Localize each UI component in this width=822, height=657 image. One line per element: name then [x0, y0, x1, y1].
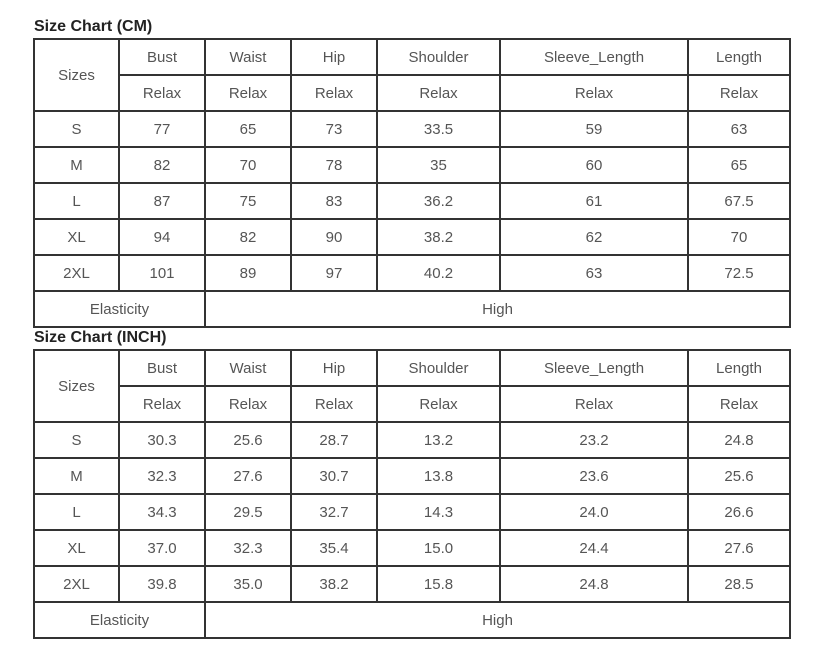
- value-cell: 24.4: [500, 530, 688, 566]
- value-cell: 27.6: [688, 530, 790, 566]
- fit-cell: Relax: [688, 386, 790, 422]
- size-cell: S: [34, 111, 119, 147]
- size-chart-inch-table: [33, 349, 791, 639]
- value-cell: 70: [688, 219, 790, 255]
- header-row: [34, 39, 790, 75]
- value-cell: 15.0: [377, 530, 500, 566]
- table-row: [34, 147, 790, 183]
- header-row: [34, 350, 790, 386]
- fit-cell: Relax: [119, 75, 205, 111]
- value-cell: 72.5: [688, 255, 790, 291]
- size-chart-cm-table: [33, 38, 791, 328]
- value-cell: 78: [291, 147, 377, 183]
- value-cell: 38.2: [377, 219, 500, 255]
- value-cell: 30.7: [291, 458, 377, 494]
- value-cell: 13.2: [377, 422, 500, 458]
- value-cell: 13.8: [377, 458, 500, 494]
- value-cell: 65: [205, 111, 291, 147]
- value-cell: 63: [500, 255, 688, 291]
- elasticity-value: High: [205, 602, 790, 638]
- fit-cell: Relax: [377, 386, 500, 422]
- table-row: [34, 255, 790, 291]
- value-cell: 24.0: [500, 494, 688, 530]
- elasticity-label: Elasticity: [34, 602, 205, 638]
- column-header: Waist: [205, 350, 291, 386]
- value-cell: 28.5: [688, 566, 790, 602]
- value-cell: 101: [119, 255, 205, 291]
- value-cell: 87: [119, 183, 205, 219]
- value-cell: 29.5: [205, 494, 291, 530]
- table-row: [34, 530, 790, 566]
- column-header: Bust: [119, 39, 205, 75]
- table-row: [34, 458, 790, 494]
- size-cell: XL: [34, 530, 119, 566]
- column-header: Length: [688, 39, 790, 75]
- value-cell: 83: [291, 183, 377, 219]
- column-header: Hip: [291, 350, 377, 386]
- fit-cell: Relax: [500, 75, 688, 111]
- value-cell: 32.7: [291, 494, 377, 530]
- table-row: [34, 183, 790, 219]
- value-cell: 82: [119, 147, 205, 183]
- value-cell: 25.6: [205, 422, 291, 458]
- table-row: [34, 111, 790, 147]
- value-cell: 61: [500, 183, 688, 219]
- size-cell: M: [34, 147, 119, 183]
- value-cell: 32.3: [119, 458, 205, 494]
- value-cell: 59: [500, 111, 688, 147]
- value-cell: 62: [500, 219, 688, 255]
- value-cell: 30.3: [119, 422, 205, 458]
- fit-cell: Relax: [119, 386, 205, 422]
- value-cell: 97: [291, 255, 377, 291]
- value-cell: 36.2: [377, 183, 500, 219]
- column-header: Shoulder: [377, 39, 500, 75]
- column-header: Sleeve_Length: [500, 350, 688, 386]
- table-row: [34, 219, 790, 255]
- size-chart-inch-title: Size Chart (INCH): [34, 329, 167, 346]
- value-cell: 28.7: [291, 422, 377, 458]
- fit-cell: Relax: [688, 75, 790, 111]
- value-cell: 89: [205, 255, 291, 291]
- size-cell: 2XL: [34, 566, 119, 602]
- value-cell: 23.6: [500, 458, 688, 494]
- fit-cell: Relax: [205, 75, 291, 111]
- column-header: Bust: [119, 350, 205, 386]
- size-cell: 2XL: [34, 255, 119, 291]
- fit-cell: Relax: [377, 75, 500, 111]
- table-row: [34, 494, 790, 530]
- table-row: [34, 566, 790, 602]
- value-cell: 75: [205, 183, 291, 219]
- column-header: Hip: [291, 39, 377, 75]
- size-cell: L: [34, 494, 119, 530]
- value-cell: 63: [688, 111, 790, 147]
- column-header: Sleeve_Length: [500, 39, 688, 75]
- value-cell: 90: [291, 219, 377, 255]
- value-cell: 24.8: [500, 566, 688, 602]
- value-cell: 77: [119, 111, 205, 147]
- value-cell: 23.2: [500, 422, 688, 458]
- value-cell: 26.6: [688, 494, 790, 530]
- value-cell: 33.5: [377, 111, 500, 147]
- size-cell: L: [34, 183, 119, 219]
- column-header: Waist: [205, 39, 291, 75]
- fit-row: [34, 75, 790, 111]
- value-cell: 14.3: [377, 494, 500, 530]
- value-cell: 35: [377, 147, 500, 183]
- value-cell: 73: [291, 111, 377, 147]
- value-cell: 15.8: [377, 566, 500, 602]
- value-cell: 70: [205, 147, 291, 183]
- value-cell: 37.0: [119, 530, 205, 566]
- column-header: Length: [688, 350, 790, 386]
- value-cell: 40.2: [377, 255, 500, 291]
- elasticity-label: Elasticity: [34, 291, 205, 327]
- table-row: [34, 422, 790, 458]
- value-cell: 65: [688, 147, 790, 183]
- elasticity-row: [34, 291, 790, 327]
- fit-cell: Relax: [291, 75, 377, 111]
- value-cell: 35.0: [205, 566, 291, 602]
- value-cell: 60: [500, 147, 688, 183]
- fit-cell: Relax: [205, 386, 291, 422]
- size-cell: M: [34, 458, 119, 494]
- sizes-header: Sizes: [34, 39, 119, 111]
- sizes-header: Sizes: [34, 350, 119, 422]
- fit-cell: Relax: [291, 386, 377, 422]
- elasticity-row: [34, 602, 790, 638]
- size-cell: S: [34, 422, 119, 458]
- value-cell: 35.4: [291, 530, 377, 566]
- size-cell: XL: [34, 219, 119, 255]
- elasticity-value: High: [205, 291, 790, 327]
- value-cell: 24.8: [688, 422, 790, 458]
- size-chart-cm-title: Size Chart (CM): [34, 18, 153, 35]
- fit-row: [34, 386, 790, 422]
- value-cell: 25.6: [688, 458, 790, 494]
- value-cell: 34.3: [119, 494, 205, 530]
- value-cell: 27.6: [205, 458, 291, 494]
- fit-cell: Relax: [500, 386, 688, 422]
- column-header: Shoulder: [377, 350, 500, 386]
- value-cell: 32.3: [205, 530, 291, 566]
- value-cell: 67.5: [688, 183, 790, 219]
- value-cell: 94: [119, 219, 205, 255]
- value-cell: 39.8: [119, 566, 205, 602]
- value-cell: 38.2: [291, 566, 377, 602]
- value-cell: 82: [205, 219, 291, 255]
